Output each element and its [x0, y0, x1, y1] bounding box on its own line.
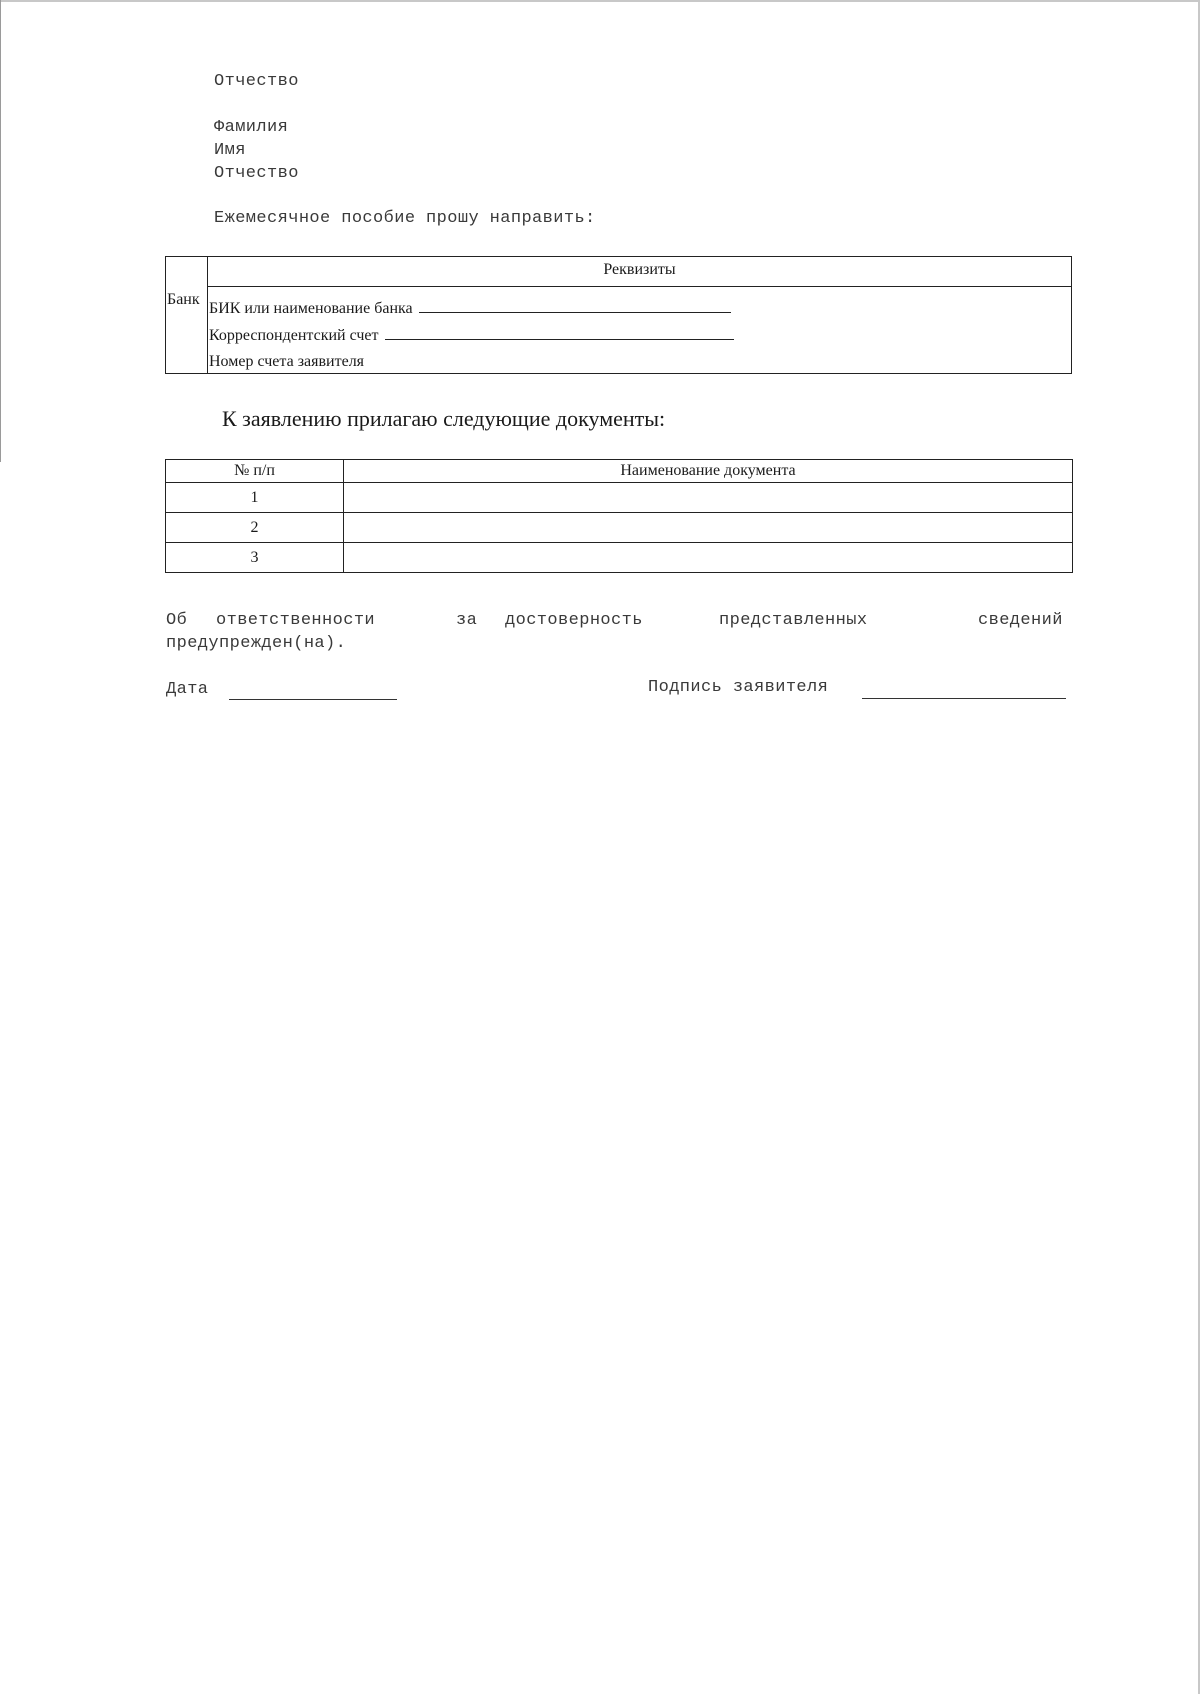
name-label: Имя	[214, 141, 246, 160]
documents-table	[165, 459, 1073, 573]
table-row	[166, 513, 1073, 543]
bik-label: БИК или наименование банка	[209, 300, 413, 317]
date-label: Дата	[166, 680, 209, 699]
document-name-cell[interactable]	[344, 483, 1073, 513]
account-number-line	[209, 353, 364, 371]
documents-table-header	[166, 460, 1073, 483]
date-field[interactable]	[229, 699, 397, 700]
patronymic-top-label: Отчество	[214, 72, 299, 91]
page-edge-top	[0, 0, 1200, 2]
attachments-heading: К заявлению прилагаю следующие документы:	[222, 406, 666, 431]
table-row	[166, 483, 1073, 513]
column-header-number: № п/п	[166, 460, 344, 483]
bik-line	[209, 298, 731, 318]
page-edge-left	[0, 0, 1, 462]
row-number: 1	[166, 483, 344, 513]
requisites-header: Реквизиты	[603, 261, 676, 278]
column-header-document: Наименование документа	[344, 460, 1073, 483]
row-number: 3	[166, 543, 344, 573]
corr-account-field[interactable]	[385, 325, 734, 340]
payment-request-text: Ежемесячное пособие прошу направить:	[214, 209, 596, 228]
responsibility-word: достоверность	[505, 611, 643, 630]
bik-field[interactable]	[419, 298, 731, 313]
signature-field[interactable]	[862, 698, 1066, 699]
responsibility-word: сведений	[978, 611, 1063, 630]
surname-label: Фамилия	[214, 118, 289, 137]
account-number-label: Номер счета заявителя	[209, 353, 365, 370]
responsibility-word: за	[456, 611, 478, 630]
requisites-header-divider	[208, 286, 1071, 287]
responsibility-word: Об	[166, 611, 188, 630]
document-name-cell[interactable]	[344, 543, 1073, 573]
requisites-table	[165, 256, 1072, 374]
bank-column	[166, 257, 208, 373]
signature-label: Подпись заявителя	[648, 678, 829, 697]
corr-account-line	[209, 325, 734, 345]
document-name-cell[interactable]	[344, 513, 1073, 543]
responsibility-line-2: предупрежден(на).	[166, 634, 347, 653]
patronymic-label: Отчество	[214, 164, 299, 183]
table-row	[166, 543, 1073, 573]
bank-label: Банк	[167, 291, 200, 308]
row-number: 2	[166, 513, 344, 543]
corr-account-label: Корреспондентский счет	[209, 327, 379, 344]
responsibility-word: представленных	[719, 611, 868, 630]
responsibility-word: ответственности	[216, 611, 376, 630]
